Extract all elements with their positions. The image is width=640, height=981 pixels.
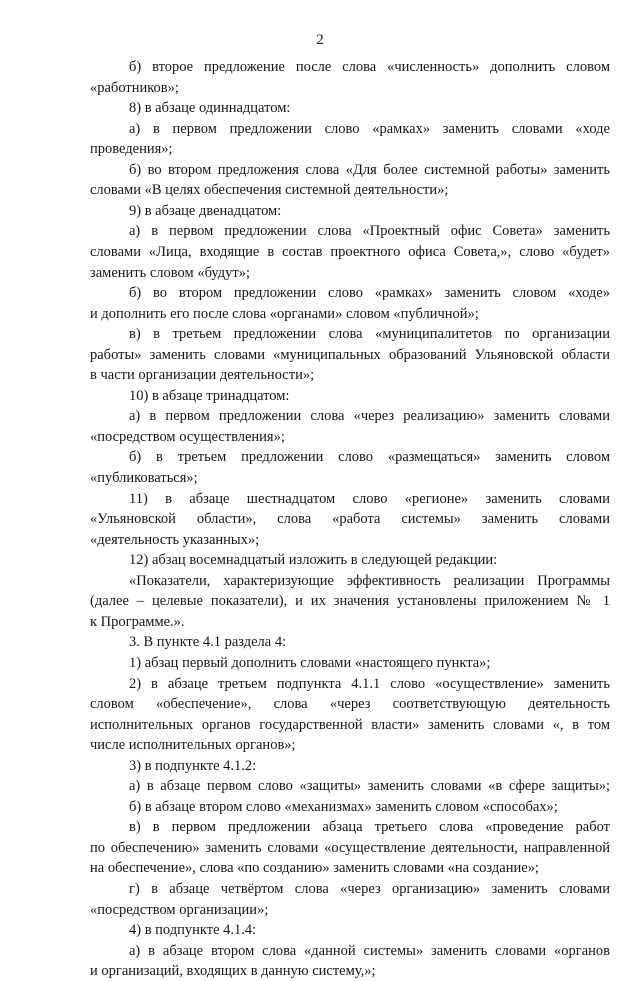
text-line: 3) в подпункте 4.1.2: bbox=[129, 757, 257, 774]
text-line: «деятельность указанных»; bbox=[90, 531, 260, 548]
text-line: 9) в абзаце двенадцатом: bbox=[129, 202, 282, 219]
text-line: «посредством осуществления»; bbox=[90, 428, 285, 445]
text-line: по обеспечению» заменить словами «осуществление деятельности, направленной bbox=[90, 839, 610, 856]
text-line: (далее – целевые показатели), и их значения установлены приложением № 1 bbox=[90, 593, 610, 610]
text-line: числе исполнительных органов»; bbox=[90, 737, 296, 754]
text-line: б) во втором предложении слово «рамках» заменить словом «ходе» bbox=[129, 285, 610, 302]
text-line: в) в первом предложении абзаца третьего слова «проведение работ bbox=[129, 819, 610, 836]
text-line: работы» заменить словами «муниципальных образований Ульяновской области bbox=[90, 346, 610, 363]
text-line: б) второе предложение после слова «численность» дополнить словом bbox=[129, 59, 610, 75]
text-line: «Показатели, характеризующие эффективность реализации Программы bbox=[129, 572, 610, 589]
text-line: г) в абзаце четвёртом слова «через организацию» заменить словами bbox=[129, 881, 610, 897]
text-line: 8) в абзаце одиннадцатом: bbox=[129, 100, 291, 117]
text-line: а) в первом предложении слова «через реализацию» заменить словами bbox=[129, 408, 610, 425]
text-line: а) в абзаце первом слово «защиты» заменить словами «в сфере защиты»; bbox=[129, 778, 610, 795]
text-line: словом «обеспечение», слова «через соответствующую деятельность bbox=[90, 696, 610, 713]
text-line: а) в первом предложении слово «рамках» заменить словами «ходе bbox=[129, 120, 610, 137]
text-line: «Ульяновской области», слова «работа системы» заменить словами bbox=[90, 511, 610, 528]
page-number: 2 bbox=[316, 32, 324, 48]
text-line: 12) абзац восемнадцатый изложить в следующей редакции: bbox=[129, 552, 498, 569]
text-line: «работников»; bbox=[90, 79, 179, 96]
text-line: и дополнить его после слова «органами» словом «публичной»; bbox=[90, 305, 479, 322]
text-line: 11) в абзаце шестнадцатом слово «регионе» заменить словами bbox=[129, 490, 610, 507]
text-line: б) во втором предложения слова «Для более системной работы» заменить bbox=[129, 161, 610, 178]
text-line: «публиковаться»; bbox=[90, 470, 198, 486]
text-line: проведения»; bbox=[90, 141, 173, 158]
text-line: а) в первом предложении слова «Проектный офис Совета» заменить bbox=[129, 223, 610, 240]
text-line: б) в абзаце втором слово «механизмах» заменить словом «способах»; bbox=[129, 798, 558, 815]
text-line: б) в третьем предложении слово «размещаться» заменить словом bbox=[129, 449, 610, 466]
text-line: к Программе.». bbox=[90, 613, 185, 630]
text-line: в) в третьем предложении слова «муниципалитетов по организации bbox=[129, 326, 610, 343]
text-line: а) в абзаце втором слова «данной системы» заменить словами «органов bbox=[129, 942, 610, 959]
text-line: «посредством организации»; bbox=[90, 901, 269, 918]
text-line: исполнительных органов государственной власти» заменить словами «, в том bbox=[90, 716, 610, 733]
text-line: и организаций, входящих в данную систему,»; bbox=[90, 963, 376, 980]
text-line: заменить словом «будут»; bbox=[90, 264, 250, 281]
text-line: словами «Лица, входящие в состав проектного офиса Совета,», слово «будет» bbox=[90, 243, 610, 260]
text-line: 3. В пункте 4.1 раздела 4: bbox=[129, 634, 287, 651]
text-line: 1) абзац первый дополнить словами «настоящего пункта»; bbox=[129, 654, 491, 671]
text-line: 4) в подпункте 4.1.4: bbox=[129, 922, 257, 939]
text-line: 2) в абзаце третьем подпункта 4.1.1 слово «осуществление» заменить bbox=[129, 675, 610, 692]
text-line: на обеспечение», слова «по созданию» заменить словами «на создание»; bbox=[90, 860, 539, 877]
text-line: 10) в абзаце тринадцатом: bbox=[129, 387, 290, 404]
text-line: словами «В целях обеспечения системной деятельности»; bbox=[90, 182, 449, 199]
text-line: в части организации деятельности»; bbox=[90, 367, 315, 384]
